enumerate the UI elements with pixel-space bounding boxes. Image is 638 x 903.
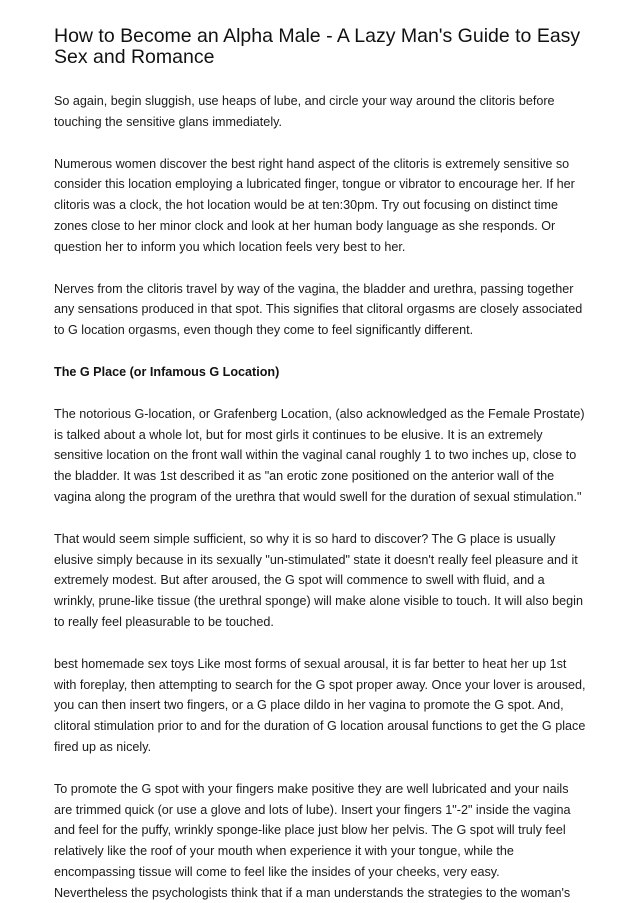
section-paragraph-3: best homemade sex toys Like most forms of sexual arousal, it is far better to heat her up 1st with foreplay, then attempting to search for the G spot proper away. Once your lover is aroused, you can then insert two fingers, or a G place dildo in her vagina to promote the G spot. And, clitoral stimulation prior to and for the duration of G location arousal functions to get the G place fired up as nicely.	[54, 656, 586, 754]
section-paragraph-2: That would seem simple sufficient, so why it is so hard to discover? The G place is usually elusive simply because in its sexually "un-stimulated" state it doesn't really feel pleasure and it extremely modest. But after aroused, the G spot will commence to swell with fluid, and a wrinkly, prune-like tissue (the urethral sponge) will make alone visible to touch. It will also begin to really feel pleasurable to be touched.	[54, 531, 583, 629]
section-paragraph-5: Nevertheless the psychologists think that if a man understands the strategies to the woman's	[54, 885, 571, 900]
paragraph-3: Nerves from the clitoris travel by way of the vagina, the bladder and urethra, passing together any sensations produced in that spot. This signifies that clitoral orgasms are closely associated to G location orgasms, even though they come to feel significantly different.	[54, 281, 583, 338]
paragraph-2: Numerous women discover the best right hand aspect of the clitoris is extremely sensitive so consider this location employing a lubricated finger, tongue or vibrator to encourage her. If her clitoris was a clock, the hot location would be at ten:30pm. Try out focusing on distinct time zones close to her minor clock and look at her human body language as she responds. Or question her to inform you which location feels very best to her.	[54, 156, 575, 254]
section-heading: The G Place (or Infamous G Location)	[54, 364, 280, 379]
paragraph-1: So again, begin sluggish, use heaps of lube, and circle your way around the clitoris before touching the sensitive glans immediately.	[54, 94, 555, 129]
document-title: How to Become an Alpha Male - A Lazy Man's Guide to Easy Sex and Romance	[54, 25, 581, 68]
section-paragraph-4: To promote the G spot with your fingers make positive they are well lubricated and your nails are trimmed quick (or use a glove and lots of lube). Insert your fingers 1"-2" inside the vagina and feel for the puffy, wrinkly sponge-like place just blow her pelvis. The G spot will truly feel relatively like the roof of your mouth when experience it with your tongue, while the encompassing tissue will come to feel like the insides of your cheeks, very easy.	[54, 781, 571, 879]
section-paragraph-1: The notorious G-location, or Grafenberg Location, (also acknowledged as the Female Prostate) is talked about a whole lot, but for most girls it continues to be elusive. It is an extremely sensitive location on the front wall within the vaginal canal roughly 1 to two inches up, close to the bladder. It was 1st described it as "an erotic zone positioned on the anterior wall of the vagina along the program of the urethra that would swell for the duration of sexual stimulation."	[54, 406, 585, 504]
